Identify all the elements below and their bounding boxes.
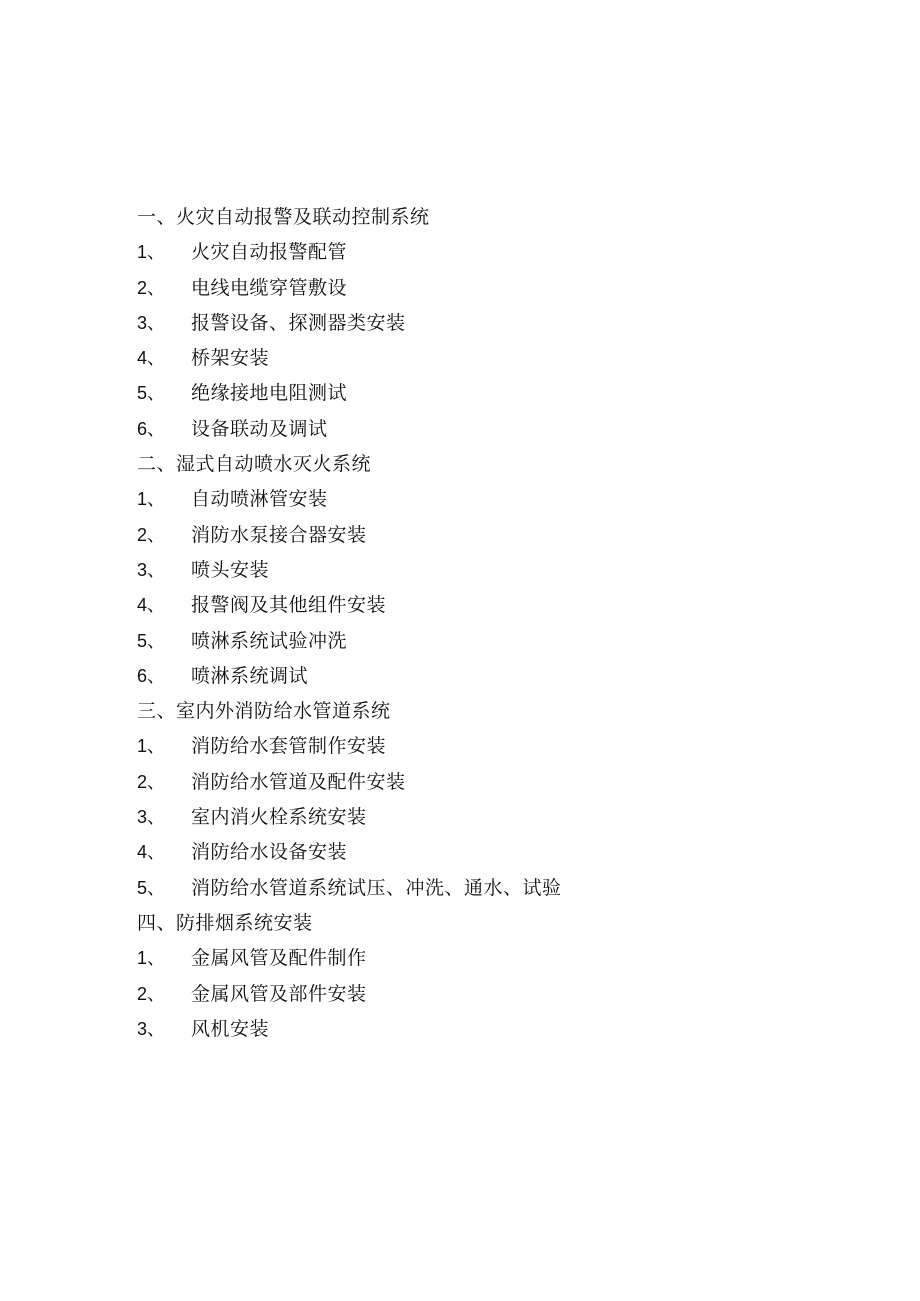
- list-item: [137, 482, 857, 517]
- item-text: 金属风管及部件安装: [191, 982, 367, 1005]
- item-text: 喷头安装: [191, 558, 270, 581]
- item-number: 6、: [137, 418, 166, 439]
- list-item: [137, 588, 857, 623]
- section-fire-alarm: [137, 200, 857, 447]
- item-text: 自动喷淋管安装: [191, 488, 328, 511]
- item-number: 5、: [137, 877, 166, 898]
- list-item: [137, 553, 857, 588]
- item-number: 2、: [137, 277, 166, 298]
- section-smoke-control: [137, 906, 857, 1047]
- item-number: 2、: [137, 524, 166, 545]
- item-number: 3、: [137, 312, 166, 333]
- item-number: 5、: [137, 383, 166, 404]
- item-text: 室内消火栓系统安装: [191, 806, 367, 829]
- item-text: 消防水泵接合器安装: [191, 523, 367, 546]
- list-item: [137, 729, 857, 764]
- item-number: 1、: [137, 736, 166, 757]
- item-number: 4、: [137, 595, 166, 616]
- item-number: 1、: [137, 489, 166, 510]
- list-item: [137, 871, 857, 906]
- list-item: [137, 306, 857, 341]
- section-sprinkler: [137, 447, 857, 694]
- item-number: 3、: [137, 1018, 166, 1039]
- item-number: 4、: [137, 842, 166, 863]
- item-text: 消防给水管道系统试压、冲洗、通水、试验: [191, 876, 562, 899]
- section-heading: 三、室内外消防给水管道系统: [137, 700, 391, 723]
- item-text: 设备联动及调试: [191, 417, 328, 440]
- list-item: [137, 765, 857, 800]
- item-number: 3、: [137, 807, 166, 828]
- list-item: [137, 1012, 857, 1047]
- item-text: 报警阀及其他组件安装: [191, 594, 387, 617]
- list-item: [137, 624, 857, 659]
- item-text: 消防给水管道及配件安装: [191, 770, 406, 793]
- section-heading: 二、湿式自动喷水灭火系统: [137, 453, 372, 476]
- list-item: [137, 235, 857, 270]
- item-number: 3、: [137, 559, 166, 580]
- list-item: [137, 941, 857, 976]
- item-number: 2、: [137, 771, 166, 792]
- item-text: 喷淋系统调试: [191, 664, 309, 687]
- list-item: [137, 412, 857, 447]
- item-text: 消防给水套管制作安装: [191, 735, 387, 758]
- list-item: [137, 376, 857, 411]
- item-text: 消防给水设备安装: [191, 841, 348, 864]
- list-item: [137, 977, 857, 1012]
- section-water-supply: [137, 694, 857, 906]
- item-text: 风机安装: [191, 1017, 270, 1040]
- item-text: 报警设备、探测器类安装: [191, 311, 406, 334]
- item-number: 4、: [137, 348, 166, 369]
- item-number: 1、: [137, 242, 166, 263]
- item-text: 绝缘接地电阻测试: [191, 382, 348, 405]
- item-text: 电线电缆穿管敷设: [191, 276, 348, 299]
- list-item: [137, 518, 857, 553]
- item-number: 5、: [137, 630, 166, 651]
- list-item: [137, 659, 857, 694]
- item-text: 金属风管及配件制作: [191, 947, 367, 970]
- item-text: 火灾自动报警配管: [191, 241, 348, 264]
- section-heading: 一、火灾自动报警及联动控制系统: [137, 206, 430, 228]
- item-number: 2、: [137, 983, 166, 1004]
- list-item: [137, 800, 857, 835]
- item-number: 1、: [137, 948, 166, 969]
- item-text: 喷淋系统试验冲洗: [191, 629, 348, 652]
- document-body: [137, 200, 857, 1047]
- list-item: [137, 835, 857, 870]
- list-item: [137, 341, 857, 376]
- item-text: 桥架安装: [191, 347, 270, 370]
- section-heading: 四、防排烟系统安装: [137, 911, 313, 934]
- list-item: [137, 271, 857, 306]
- item-number: 6、: [137, 665, 166, 686]
